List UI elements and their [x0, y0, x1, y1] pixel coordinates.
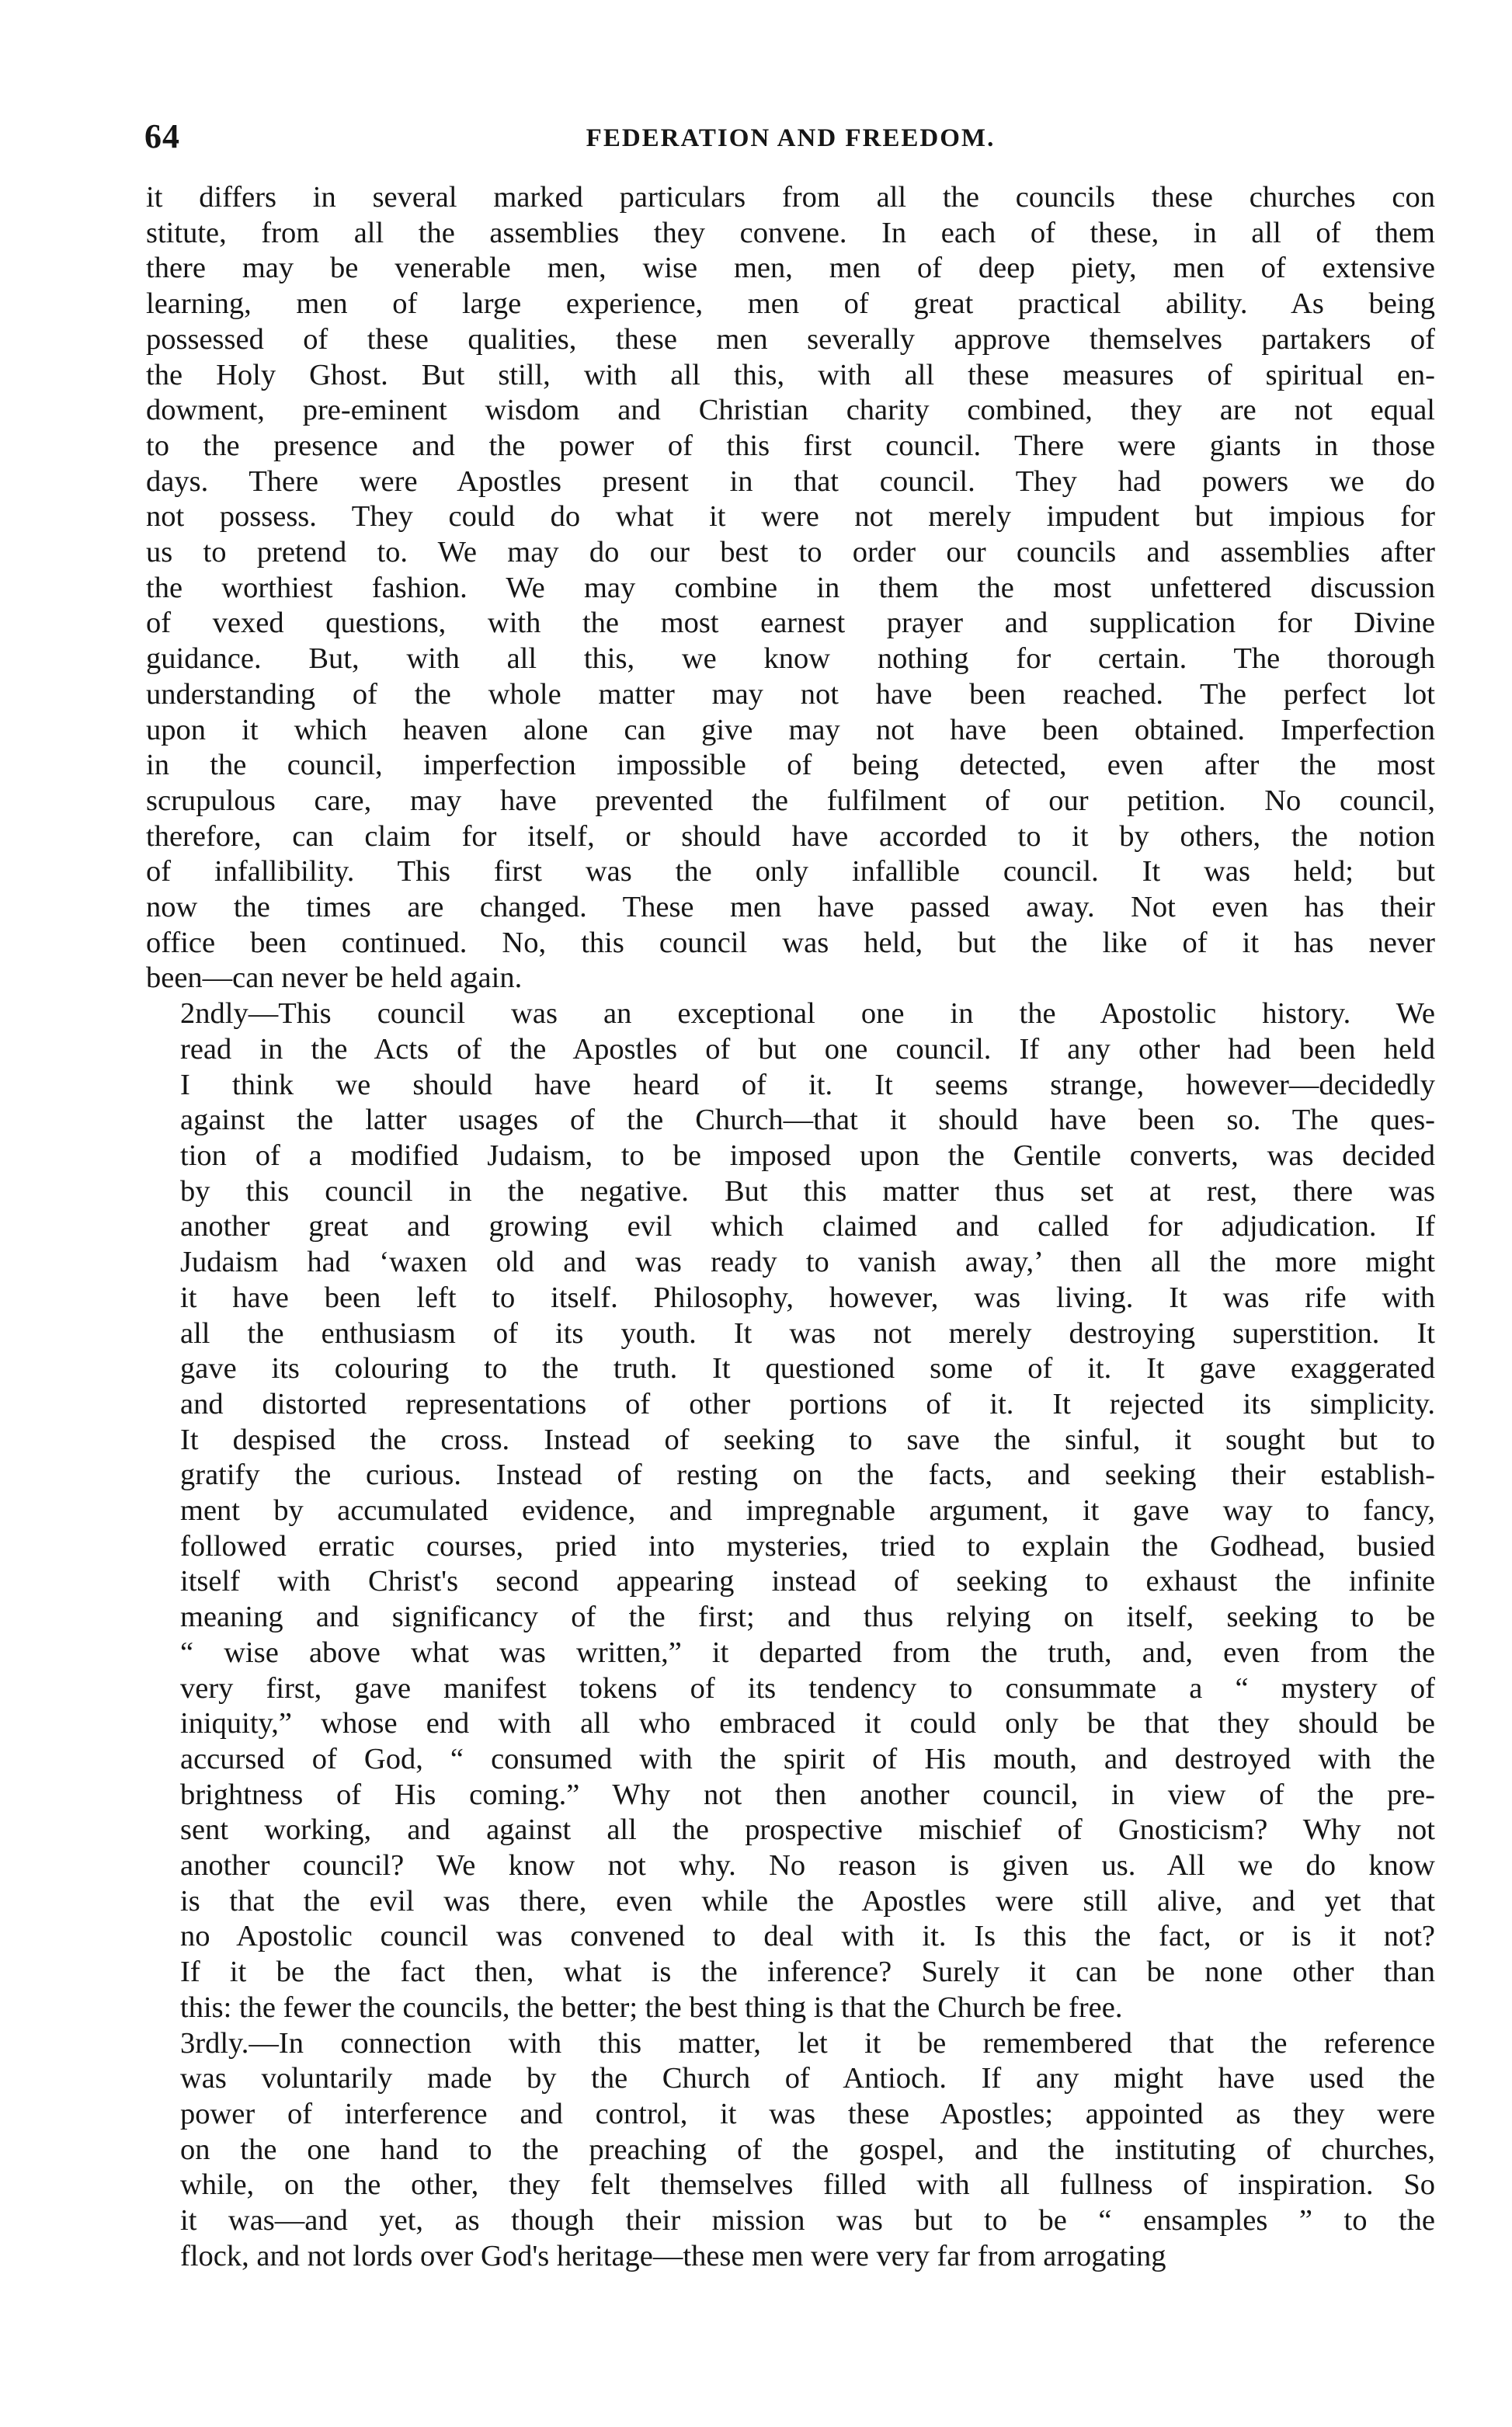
- text-line: therefore, can claim for itself, or should have accorded to it by others, the notion: [146, 819, 1435, 853]
- text-line: scrupulous care, may have prevented the fulfilment of our petition. No council,: [146, 784, 1435, 817]
- page-header: [146, 116, 1435, 171]
- text-line: all the enthusiasm of its youth. It was not merely destroying superstition. It: [180, 1316, 1435, 1350]
- text-line: it was—and yet, as though their mission was but to be “ ensamples ” to the: [180, 2204, 1435, 2237]
- text-line: another council? We know not why. No reason is given us. All we do know: [180, 1849, 1435, 1883]
- text-line: iniquity,” whose end with all who embraced it could only be that they should be: [180, 1707, 1435, 1740]
- text-line: there may be venerable men, wise men, men of deep piety, men of extensive: [146, 252, 1435, 285]
- text-line: Judaism had ‘waxen old and was ready to vanish away,’ then all the more might: [180, 1246, 1435, 1279]
- text-line: “ wise above what was written,” it departed from the truth, and, even from the: [180, 1636, 1435, 1669]
- text-line: sent working, and against all the prospective mischief of Gnosticism? Why not: [180, 1813, 1435, 1847]
- text-line: been—can never be held again.: [146, 961, 523, 995]
- text-line: ment by accumulated evidence, and impregnable argument, it gave way to fancy,: [180, 1494, 1435, 1528]
- text-line: this: the fewer the councils, the better; the best thing is that the Church be free.: [180, 1991, 1123, 2024]
- text-line: guidance. But, with all this, we know nothing for certain. The thorough: [146, 642, 1435, 676]
- text-line: flock, and not lords over God's heritage—these men were very far from arrogating: [180, 2239, 1166, 2272]
- text-line: us to pretend to. We may do our best to order our councils and assemblies after: [146, 536, 1435, 569]
- text-line: the Holy Ghost. But still, with all this, with all these measures of spiritual en-: [146, 358, 1435, 391]
- text-line: followed erratic courses, pried into mysteries, tried to explain the Godhead, busied: [180, 1529, 1435, 1563]
- text-line: no Apostolic council was convened to deal with it. Is this the fact, or is it not?: [180, 1920, 1435, 1953]
- text-line: very first, gave manifest tokens of its tendency to consummate a “ mystery of: [180, 1671, 1435, 1705]
- text-line: the worthiest fashion. We may combine in them the most unfettered discussion: [146, 571, 1435, 604]
- text-line: 3rdly.—In connection with this matter, let it be remembered that the reference: [180, 2026, 1435, 2060]
- text-line: power of interference and control, it was these Apostles; appointed as they were: [180, 2097, 1435, 2130]
- running-title: FEDERATION AND FREEDOM.: [586, 124, 996, 152]
- text-line: tion of a modified Judaism, to be imposed upon the Gentile converts, was decided: [180, 1139, 1435, 1172]
- text-line: 2ndly—This council was an exceptional one in the Apostolic history. We: [180, 997, 1435, 1031]
- text-line: learning, men of large experience, men of great practical ability. As being: [146, 287, 1435, 321]
- text-line: on the one hand to the preaching of the gospel, and the instituting of churches,: [180, 2133, 1435, 2166]
- text-line: It despised the cross. Instead of seeking to save the sinful, it sought but to: [180, 1423, 1435, 1456]
- text-line: gave its colouring to the truth. It questioned some of it. It gave exaggerated: [180, 1352, 1435, 1386]
- paragraph: [146, 2026, 1435, 2275]
- text-line: another great and growing evil which claimed and called for adjudication. If: [180, 1210, 1435, 1243]
- document-page: [146, 116, 1435, 2274]
- text-line: accursed of God, “ consumed with the spirit of His mouth, and destroyed with the: [180, 1742, 1435, 1775]
- paragraph: [146, 996, 1435, 2025]
- text-line: to the presence and the power of this first council. There were giants in those: [146, 429, 1435, 462]
- text-line: days. There were Apostles present in that council. They had powers we do: [146, 464, 1435, 498]
- text-line: understanding of the whole matter may not have been reached. The perfect lot: [146, 677, 1435, 711]
- text-line: it differs in several marked particulars from all the councils these churches con: [146, 181, 1435, 214]
- page-number: 64: [144, 117, 180, 155]
- text-line: while, on the other, they felt themselves filled with all fullness of inspiration. So: [180, 2168, 1435, 2202]
- text-line: was voluntarily made by the Church of Antioch. If any might have used the: [180, 2062, 1435, 2095]
- text-line: it have been left to itself. Philosophy, however, was living. It was rife with: [180, 1281, 1435, 1314]
- text-line: in the council, imperfection impossible of being detected, even after the most: [146, 749, 1435, 782]
- text-line: by this council in the negative. But this matter thus set at rest, there was: [180, 1174, 1435, 1208]
- text-line: brightness of His coming.” Why not then another council, in view of the pre-: [180, 1778, 1435, 1811]
- text-line: not possess. They could do what it were not merely impudent but impious for: [146, 500, 1435, 534]
- text-line: office been continued. No, this council was held, but the like of it has never: [146, 926, 1435, 959]
- text-line: possessed of these qualities, these men severally approve themselves partakers of: [146, 322, 1435, 356]
- text-line: itself with Christ's second appearing instead of seeking to exhaust the infinite: [180, 1565, 1435, 1598]
- text-line: now the times are changed. These men have passed away. Not even has their: [146, 891, 1435, 924]
- text-line: meaning and significancy of the first; and thus relying on itself, seeking to be: [180, 1601, 1435, 1634]
- text-line: stitute, from all the assemblies they convene. In each of these, in all of them: [146, 216, 1435, 249]
- paragraph: [146, 180, 1435, 996]
- text-line: against the latter usages of the Church—that it should have been so. The ques-: [180, 1104, 1435, 1137]
- text-line: dowment, pre-eminent wisdom and Christian charity combined, they are not equal: [146, 394, 1435, 427]
- text-line: is that the evil was there, even while the Apostles were still alive, and yet that: [180, 1884, 1435, 1918]
- text-line: and distorted representations of other portions of it. It rejected its simplicity.: [180, 1387, 1435, 1420]
- text-line: I think we should have heard of it. It seems strange, however—decidedly: [180, 1068, 1435, 1101]
- text-line: If it be the fact then, what is the inference? Surely it can be none other than: [180, 1956, 1435, 1989]
- text-line: read in the Acts of the Apostles of but one council. If any other had been held: [180, 1032, 1435, 1066]
- text-line: of vexed questions, with the most earnest prayer and supplication for Divine: [146, 607, 1435, 640]
- text-line: gratify the curious. Instead of resting on the facts, and seeking their establish-: [180, 1459, 1435, 1492]
- text-line: of infallibility. This first was the only infallible council. It was held; but: [146, 855, 1435, 888]
- text-line: upon it which heaven alone can give may not have been obtained. Imperfection: [146, 713, 1435, 746]
- body-text: [146, 180, 1435, 2274]
